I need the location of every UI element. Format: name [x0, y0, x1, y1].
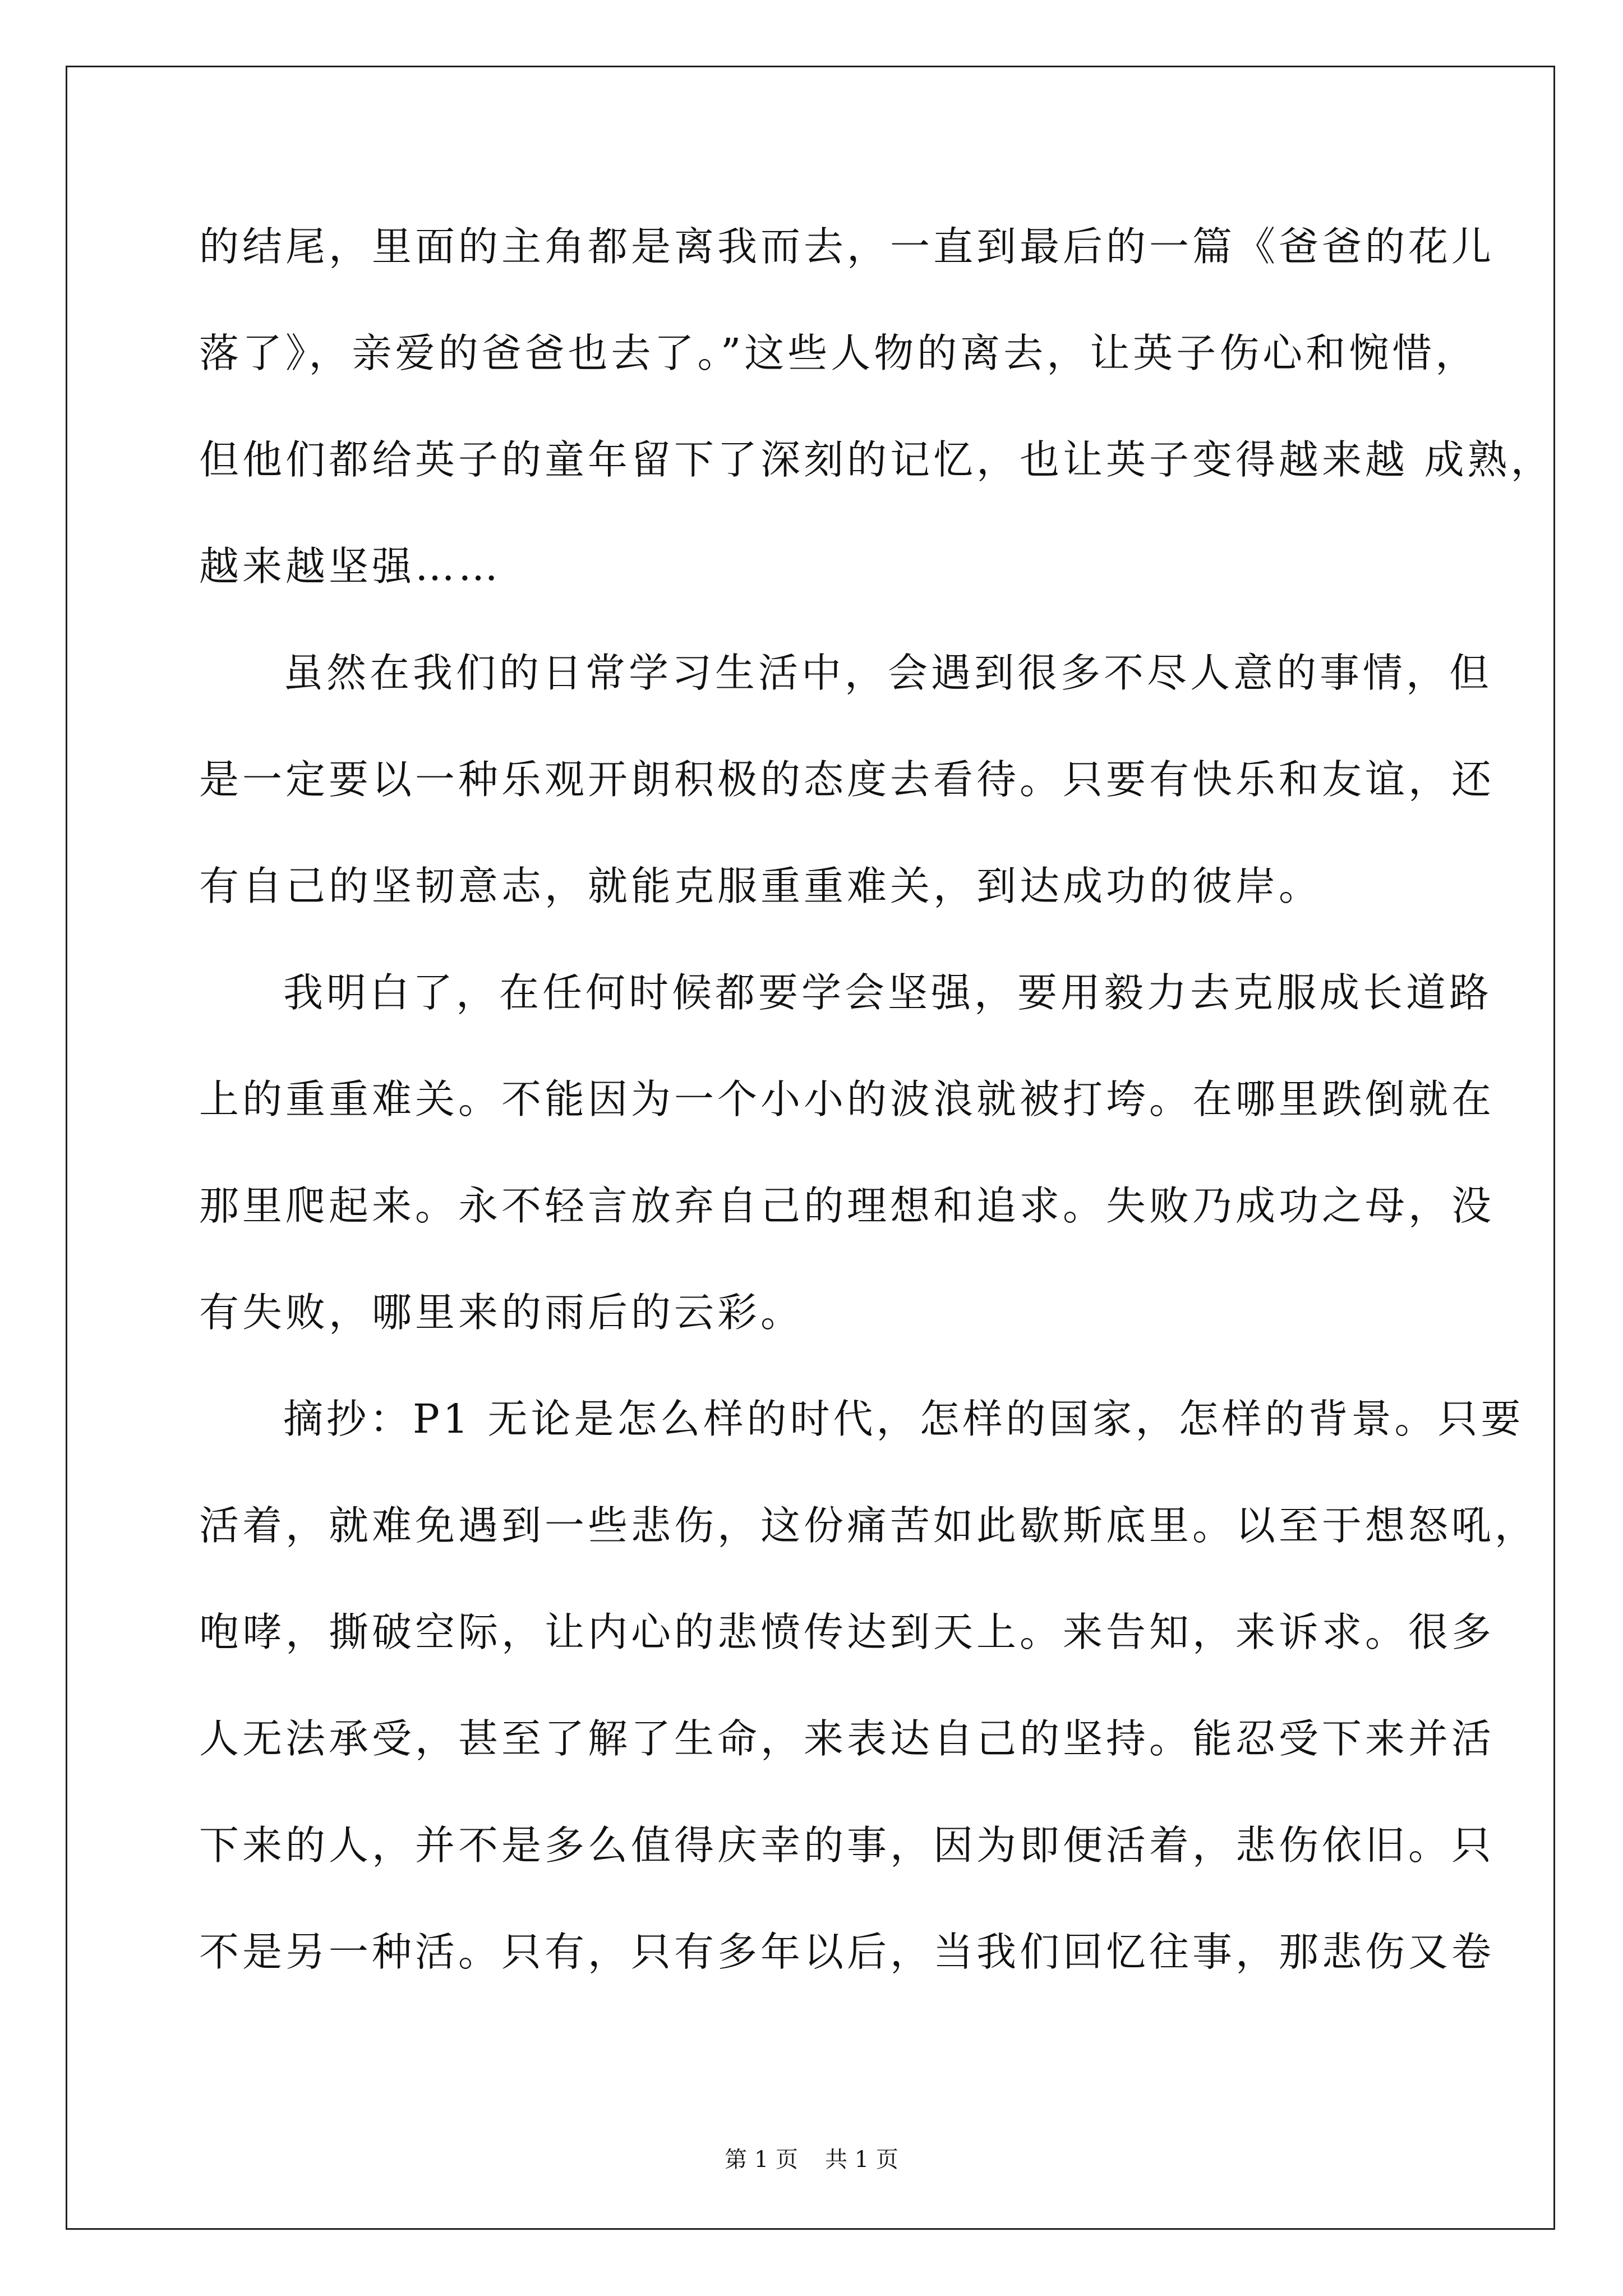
text-line: 活着，就难免遇到一些悲伤，这份痛苦如此歇斯底里。以至于想怒吼，	[199, 1502, 1538, 1549]
text-line: 但他们都给英子的童年留下了深刻的记忆，也让英子变得越来越 成熟，	[199, 436, 1554, 483]
text-line: 有失败，哪里来的雨后的云彩。	[199, 1289, 804, 1336]
paragraph-first-line: 虽然在我们的日常学习生活中，会遇到很多不尽人意的事情，但	[283, 650, 1493, 696]
text-line: 下来的人，并不是多么值得庆幸的事，因为即便活着，悲伤依旧。只	[199, 1822, 1495, 1869]
text-line: 的结尾，里面的主角都是离我而去，一直到最后的一篇《爸爸的花儿	[199, 223, 1495, 270]
text-line: 人无法承受，甚至了解了生命，来表达自己的坚持。能忍受下来并活	[199, 1715, 1495, 1762]
text-line: 上的重重难关。不能因为一个小小的波浪就被打垮。在哪里跌倒就在	[199, 1076, 1495, 1122]
text-line: 不是另一种活。只有，只有多年以后，当我们回忆往事，那悲伤又卷	[199, 1929, 1495, 1975]
text-line: 越来越坚强……	[199, 543, 502, 590]
text-line: 咆哮，撕破空际，让内心的悲愤传达到天上。来告知，来诉求。很多	[199, 1609, 1495, 1655]
paragraph-first-line: 摘抄：P1 无论是怎么样的时代，怎样的国家，怎样的背景。只要	[283, 1396, 1524, 1442]
page-border	[66, 66, 1555, 2230]
paragraph-first-line: 我明白了，在任何时候都要学会坚强，要用毅力去克服成长道路	[283, 969, 1493, 1016]
page-footer	[0, 2144, 1623, 2175]
text-line: 有自己的坚韧意志，就能克服重重难关，到达成功的彼岸。	[199, 863, 1322, 909]
text-line: 那里爬起来。永不轻言放弃自己的理想和追求。失败乃成功之母，没	[199, 1182, 1495, 1229]
page-number: 第 1 页	[725, 2147, 798, 2173]
text-line: 是一定要以一种乐观开朗积极的态度去看待。只要有快乐和友谊，还	[199, 756, 1495, 803]
text-line: 落了》，亲爱的爸爸也去了。”这些人物的离去，让英子伤心和惋惜，	[199, 330, 1479, 376]
page-total: 共 1 页	[825, 2147, 898, 2173]
